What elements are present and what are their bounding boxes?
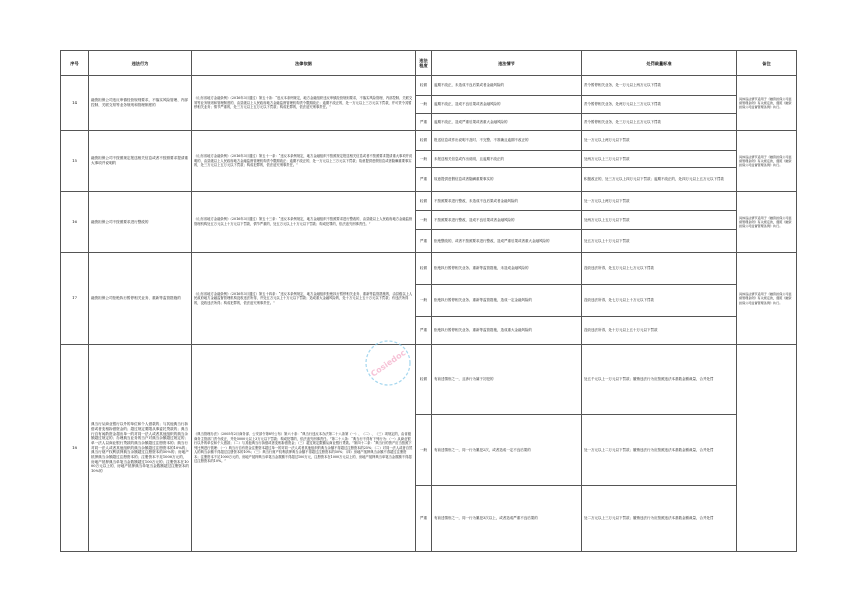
violation-circumstance: 有前述情形之一，同一行为累犯3次以上，或者造成严重不良后果的	[432, 486, 582, 552]
legal-basis: 《山东省地方金融条例》（2016年3月通过）第五十一条：“违反本条例规定，地方金融组织不按照规定报送相关信息或者不按照要求提请重大事项并说明的，由县级以上人民政府地方金融监督管理机构责令限期改正；逾期不改正的，处一万元以上三万元以下罚款；故意提供虚假信息或者隐瞒重要事实的，处三万元以上五万元以下罚款；构成犯罪的，依法追究刑事责任。”	[192, 131, 416, 192]
penalty-standard: 处二万元以上三万元以下罚款；撤销违法行为应按照违法本基数金额裁量，合并处罚	[582, 486, 737, 552]
violation-act: 融资担保公司违反审慎经营规则要求，不落实风险管理、内部控制、关联交易等业务规则和管理制度的	[89, 76, 192, 131]
violation-act: 典当行从商业银行以外的单位和个人借款的；与其他典当行拆借或者变相拆借资金的；超过规定要限从事委托贷款的；典当行自有闲散资金超出单一的对同一法人或者其他组织的典当余额超过规定的；办理典当业务的当户对典当余额超过规定的；单一法人以商业银行贷款的典当余额超过注册资本的；典当行对同一法人或者其他组织的典当余额超过注册资本的10%的；典当行财产权利质押典当余额超过注册资本的50%的；房地产抵押典当余额超过注册资本的；注册资本不足1000万元的，房地产抵押典当单笔当金数额超过100万元的；注册资本在1000万元以上的，房地产抵押典当单笔当金数额超过注册资本的10%的	[89, 345, 192, 552]
violation-act: 融资担保公司不按照要求进行整改的	[89, 192, 192, 253]
row-number: 14	[61, 76, 89, 131]
remark: 具体违法情节适用于《融资担保公司监督管理条例》有关规定的，遵照《融资担保公司监督管理条例》执行。	[737, 192, 797, 253]
violation-degree: 严重	[416, 114, 432, 131]
table-row	[61, 192, 797, 211]
violation-circumstance: 有前述情形之一，同一行为累犯2次，或者造成一定不良后果的	[432, 415, 582, 486]
row-number: 17	[61, 253, 89, 345]
violation-degree: 轻微	[416, 253, 432, 285]
violation-circumstance: 报送信息或作出说明不及时、不完整、不准确且逾期不改正的	[432, 131, 582, 151]
penalty-standard: 处两万元以上三万元以下罚款	[582, 151, 737, 168]
violation-circumstance: 逾期不改正，造成不良后果或者金融风险的	[432, 96, 582, 114]
penalty-standard: 没收违法所得，处五万元以上七万元以下罚款	[582, 253, 737, 285]
watermark-text: Cosiedoc	[369, 348, 408, 379]
remark: 具体违法情节适用于《融资担保公司监督管理条例》有关规定的，遵照《融资担保公司监督管理条例》执行。	[737, 131, 797, 192]
row-number: 18	[61, 345, 89, 552]
penalty-standard: 积极改正的，处三万元以上四万元以下罚款；逾期不改正的，处四万元以上五万元以下罚款	[582, 168, 737, 192]
row-number: 16	[61, 192, 89, 253]
violation-circumstance: 拒绝执行暂停相关业务、重新等监管措施，未造成金融风险的	[432, 253, 582, 285]
violation-degree: 严重	[416, 230, 432, 253]
header-act: 违法行为	[89, 51, 192, 76]
violation-degree: 一般	[416, 96, 432, 114]
penalty-table-sheet	[60, 50, 796, 552]
penalty-standard: 责令暂停相关业务，处一万元以上两万元以下罚款	[582, 76, 737, 96]
violation-degree: 严重	[416, 486, 432, 552]
penalty-standard: 处一万元以上两万元以下罚款	[582, 131, 737, 151]
header-no: 序号	[61, 51, 89, 76]
legal-basis: 《山东省地方金融条例》（2016年3月通过）第五十四条：“违反本条例规定，地方金融组织拒绝执行暂停相关业务、重新等监管措施的，由县级以上人民政府地方金融监督管理机构没收违法所得，并处五万元以上十万元以下罚款；造成重大金融风险的，处十万元以上五十万元以下罚款；有违法所得的，没收违法所得；构成犯罪的，依法追究刑事责任。”	[192, 253, 416, 345]
row-number: 15	[61, 131, 89, 192]
header-circumstance: 违法情节	[432, 51, 582, 76]
violation-circumstance: 逾期不改正，造成严重后果或者重大金融风险的	[432, 114, 582, 131]
violation-degree: 一般	[416, 211, 432, 230]
violation-circumstance: 不按照要求进行整改，造成不良后果或者金融风险的	[432, 211, 582, 230]
violation-act: 融资担保公司不按照规定报送相关信息或者不按照要求提请重大事项并说明的	[89, 131, 192, 192]
violation-circumstance: 不按照要求进行整改，未造成不良后果或者金融风险的	[432, 192, 582, 211]
table-row	[61, 76, 797, 96]
legal-basis: 《山东省地方金融条例》（2016年3月通过）第五十条：“违反本条例规定，地方金融组织违反审慎经营规则要求，不落实风险管理、内部控制、关联交易等业务规则和管理制度的，由县级以上人民政府地方金融监督管理机构责令限期改正；逾期不改正的，处一万元以上三万元以下罚款，并可责令其暂停相关业务；情节严重的，处三万元以上五万元以下罚款；构成犯罪的，依法追究刑事责任。”	[192, 76, 416, 131]
table-row	[61, 131, 797, 151]
header-note: 备注	[737, 51, 797, 76]
violation-circumstance: 逾期不改正，未造成不良后果或者金融风险的	[432, 76, 582, 96]
violation-degree: 轻微	[416, 345, 432, 415]
table-body	[61, 76, 797, 552]
penalty-standard: 处一万元以上两万元以下罚款	[582, 192, 737, 211]
penalty-standard: 责令暂停相关业务，处三万元以上五万元以下罚款	[582, 114, 737, 131]
legal-basis: 《山东省地方金融条例》（2016年3月通过）第五十三条：“违反本条例规定，地方金融组织不按照要求进行整改的，由县级以上人民政府地方金融监督管理机构处五万元以上十万元以下罚款，情节严重的，处五万元以上十万元以下罚款；构成犯罪的，依法追究刑事责任。”	[192, 192, 416, 253]
violation-circumstance: 故意提供虚假信息或者隐瞒重要事实的	[432, 168, 582, 192]
penalty-standard: 处两万元以上五万元以下罚款	[582, 211, 737, 230]
penalty-standard: 处一万元以上二万元以下罚款；撤销违法行为应按照违法本基数金额裁量，合并处罚	[582, 415, 737, 486]
penalty-standard: 处五千元以上一万元以下罚款；撤销违法行为应按照违法本基数金额裁量，合并处罚	[582, 345, 737, 415]
violation-degree: 一般	[416, 285, 432, 317]
remark	[737, 345, 797, 552]
header-basis: 法律依据	[192, 51, 416, 76]
penalty-standard: 处五万元以上十万元以下罚款	[582, 230, 737, 253]
violation-degree: 一般	[416, 151, 432, 168]
violation-act: 融资担保公司拒绝执行暂停相关业务、重新等监管措施的	[89, 253, 192, 345]
violation-circumstance: 有前述情形之一，且涉行为属于初犯的	[432, 345, 582, 415]
table-header-row	[61, 51, 797, 76]
table-row	[61, 345, 797, 415]
violation-degree: 轻微	[416, 192, 432, 211]
violation-degree: 一般	[416, 415, 432, 486]
legal-basis: 《典当管理办法》（2005年2月商务部、公安部令第8号公布）第六十条：“典当行违反本办法第二十八条第（一）、（二）、（三）项规定的，由省级商务主管部门责令改正，并处5000元以上3万元以下罚款；构成犯罪的，依法追究刑事责任。”第二十八条：“典当行不得有下列行为：（一）从商业银行以外的单位和个人借款；（二）与其他典当行拆借或者变相拆借资金；（三）超过规定限额从商业银行贷款。”第四十二条：“典当行的资产应当按照下列比例进行管理：（一）典当行自有资金注册资本超过单一的对同一法人或者其他组织的典当余额不得超过注册资本的25%；（二）对同一法人或者自然人的典当余额不得超过注册资本的10%；（三）典当行财产权利质押典当余额不得超过注册资本的50%；（四）房地产抵押典当余额不得超过注册资本；注册资本不足1000万元的，房地产抵押典当单笔当金数额不得超过100万元，注册资本在1000万元以上的，房地产抵押典当单笔当金数额不得超过注册资本的10%。”	[192, 345, 416, 552]
header-degree: 违法程度	[416, 51, 432, 76]
penalty-standard-table	[60, 50, 797, 552]
violation-circumstance: 拒绝整改的，或者不按照要求进行整改，造成严重后果或者重大金融风险的	[432, 230, 582, 253]
violation-circumstance: 拒绝执行暂停相关业务、重新等监管措施，造成重大金融风险的	[432, 317, 582, 345]
violation-circumstance: 拒绝执行暂停相关业务、重新等监管措施，造成一定金融风险的	[432, 285, 582, 317]
remark: 具体违法情节适用于《融资担保公司监督管理条例》有关规定的，遵照《融资担保公司监督管理条例》执行。	[737, 76, 797, 131]
penalty-standard: 没收违法所得，处十万元以上五十万元以下罚款	[582, 317, 737, 345]
penalty-standard: 没收违法所得，处七万元以上十万元以下罚款	[582, 285, 737, 317]
header-penalty: 处罚裁量标准	[582, 51, 737, 76]
violation-degree: 轻微	[416, 76, 432, 96]
penalty-standard: 责令暂停相关业务，处两万元以上三万元以下罚款	[582, 96, 737, 114]
violation-degree: 严重	[416, 317, 432, 345]
remark: 具体违法情节适用于《融资担保公司监督管理条例》有关规定的，遵照《融资担保公司监督管理条例》执行。	[737, 253, 797, 345]
table-row	[61, 253, 797, 285]
violation-degree: 轻微	[416, 131, 432, 151]
violation-degree: 严重	[416, 168, 432, 192]
violation-circumstance: 未报送相关信息或作出说明，且逾期不改正的	[432, 151, 582, 168]
